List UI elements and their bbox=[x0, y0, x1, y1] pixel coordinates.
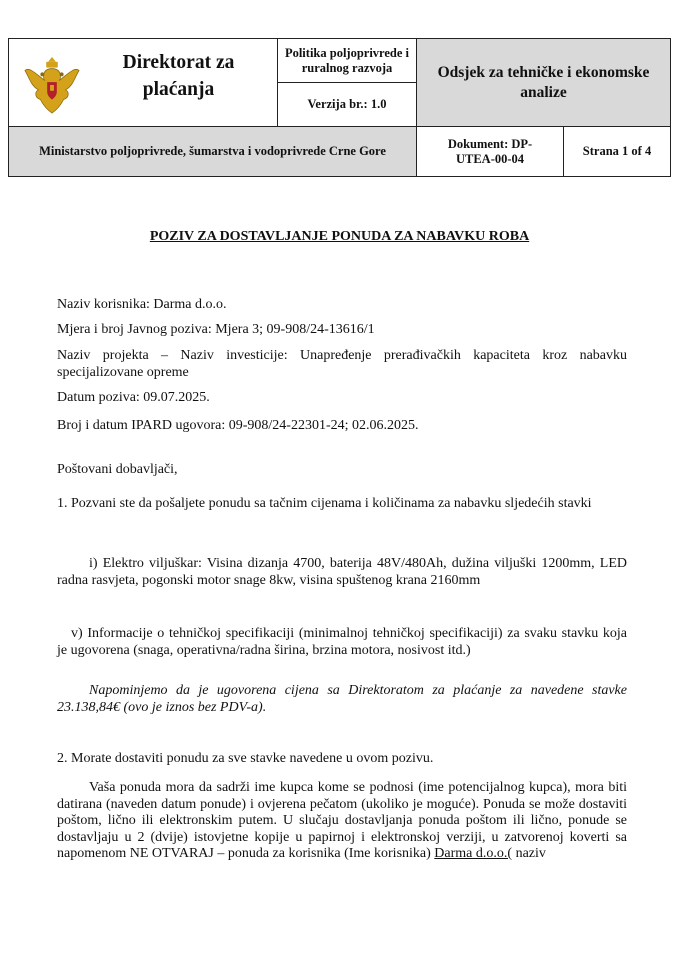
submission-text: Vaša ponuda mora da sadrži ime kupca kome se podnosi (ime potencijalnog kupca), mora biti datirana (naveden datum ponude) i ovjerena pečatom (ukoliko je moguće). Ponuda se može dostaviti poštom, lično ili elektronskim putem. U slučaju dostavljanja ponuda poštom ili lično, ponude se dostavljaju u 2 (dvije) istovjetne kopije u papirnoj i elektronskoj verziji, u zatvorenoj koverti sa napomenom NE OTVARAJ – ponuda za korisnika (Ime korisnika) bbox=[57, 780, 627, 861]
org-cell bbox=[9, 39, 278, 127]
info-date: Datum poziva: 09.07.2025. bbox=[57, 390, 210, 405]
page-number-cell: Strana 1 of 4 bbox=[564, 127, 671, 177]
submission-paragraph bbox=[57, 780, 627, 863]
item-1: 1. Pozvani ste da pošaljete ponudu sa tačnim cijenama i količinama za nabavku sljedećih stavki bbox=[57, 496, 592, 511]
info-project: Naziv projekta – Naziv investicije: Unapređenje prerađivačkih kapaciteta kroz nabavku specijalizovane opreme bbox=[57, 348, 627, 380]
ministry-cell: Ministarstvo poljoprivrede, šumarstva i vodoprivrede Crne Gore bbox=[9, 127, 417, 177]
info-measure: Mjera i broj Javnog poziva: Mjera 3; 09-908/24-13616/1 bbox=[57, 322, 375, 337]
organization-name bbox=[91, 49, 266, 103]
organization-name-line1: Direktorat za bbox=[122, 52, 235, 73]
item-2: 2. Morate dostaviti ponudu za sve stavke navedene u ovom pozivu. bbox=[57, 751, 434, 766]
greeting: Poštovani dobavljači, bbox=[57, 462, 178, 477]
policy-cell: Politika poljoprivrede i ruralnog razvoja bbox=[278, 39, 417, 83]
page-title: POZIV ZA DOSTAVLJANJE PONUDA ZA NABAVKU ROBA bbox=[149, 229, 530, 244]
department-cell: Odsjek za tehničke i ekonomske analize bbox=[417, 39, 671, 127]
document-number-cell: Dokument: DP-UTEA-00-04 bbox=[417, 127, 564, 177]
info-contract: Broj i datum IPARD ugovora: 09-908/24-22301-24; 02.06.2025. bbox=[57, 418, 419, 433]
sub-item-i: i) Elektro viljuškar: Visina dizanja 4700, baterija 48V/480Ah, dužina viljuški 1200mm, LED radna rasvjeta, pogonski motor snage 8kw, visina spuštenog krana 2160mm bbox=[57, 556, 627, 588]
version-cell: Verzija br.: 1.0 bbox=[278, 83, 417, 127]
document-header-table bbox=[8, 38, 671, 177]
price-note: Napominjemo da je ugovorena cijena sa Direktoratom za plaćanje za navedene stavke 23.138,84€ (ovo je iznos bez PDV-a). bbox=[57, 683, 627, 715]
info-user: Naziv korisnika: Darma d.o.o. bbox=[57, 297, 227, 312]
sub-item-v: v) Informacije o tehničkoj specifikaciji (minimalnoj tehničkoj specifikaciji) za svaku stavku koja je ugovorena (snaga, operativna/radna širina, brzina motora, nosivost itd.) bbox=[57, 626, 627, 658]
montenegro-coat-of-arms-icon bbox=[23, 53, 81, 117]
organization-name-line2: plaćanja bbox=[142, 79, 215, 100]
company-name: Darma d.o.o.( bbox=[434, 846, 513, 861]
submission-tail: naziv bbox=[512, 846, 546, 861]
